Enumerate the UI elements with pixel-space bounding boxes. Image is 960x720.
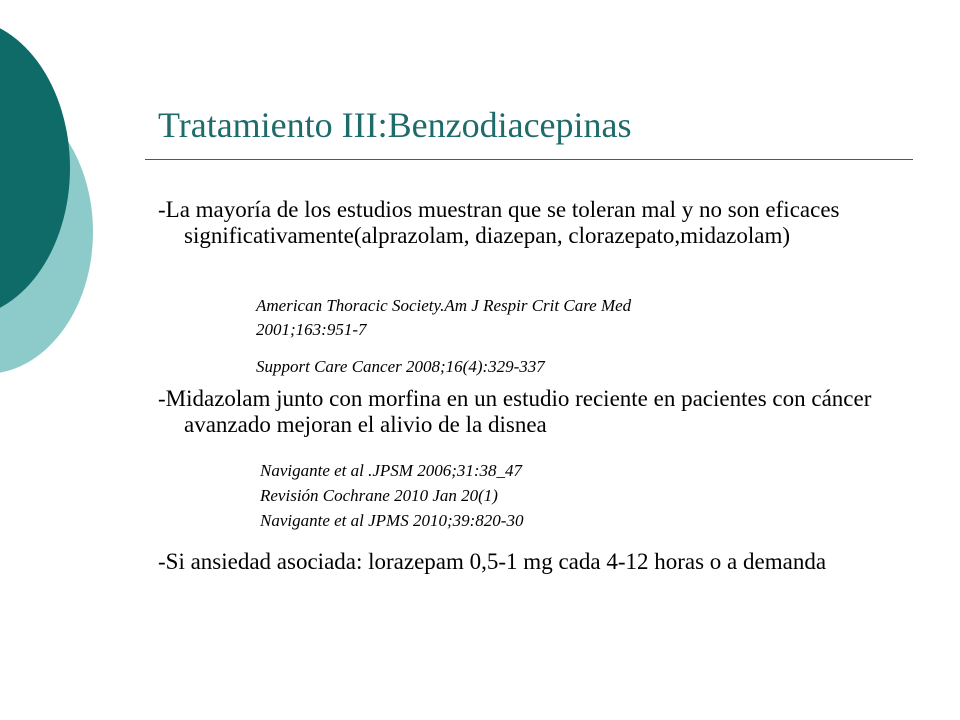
reference-1-2: 2001;163:951-7 — [256, 320, 367, 339]
reference-1-3: Support Care Cancer 2008;16(4):329-337 — [256, 357, 545, 376]
reference-2-1: Navigante et al .JPSM 2006;31:38_47 — [260, 461, 523, 480]
reference-1-1: American Thoracic Society.Am J Respir Crit Care Med — [256, 296, 632, 315]
bullet-2: -Midazolam junto con morfina en un estudio reciente en pacientes con cáncer avanzado mejoran el alivio de la disnea — [158, 386, 872, 437]
slide-title: Tratamiento III:Benzodiacepinas — [158, 105, 632, 145]
bullet-3: -Si ansiedad asociada: lorazepam 0,5-1 mg cada 4-12 horas o a demanda — [158, 549, 827, 574]
title-divider — [145, 159, 913, 160]
bullet-1: -La mayoría de los estudios muestran que se toleran mal y no son eficaces significativamente(alprazolam, diazepan, clorazepato,midazolam) — [158, 197, 840, 248]
reference-2-2: Revisión Cochrane 2010 Jan 20(1) — [260, 486, 498, 505]
decorative-circles — [0, 0, 120, 380]
reference-2-3: Navigante et al JPMS 2010;39:820-30 — [260, 511, 524, 530]
